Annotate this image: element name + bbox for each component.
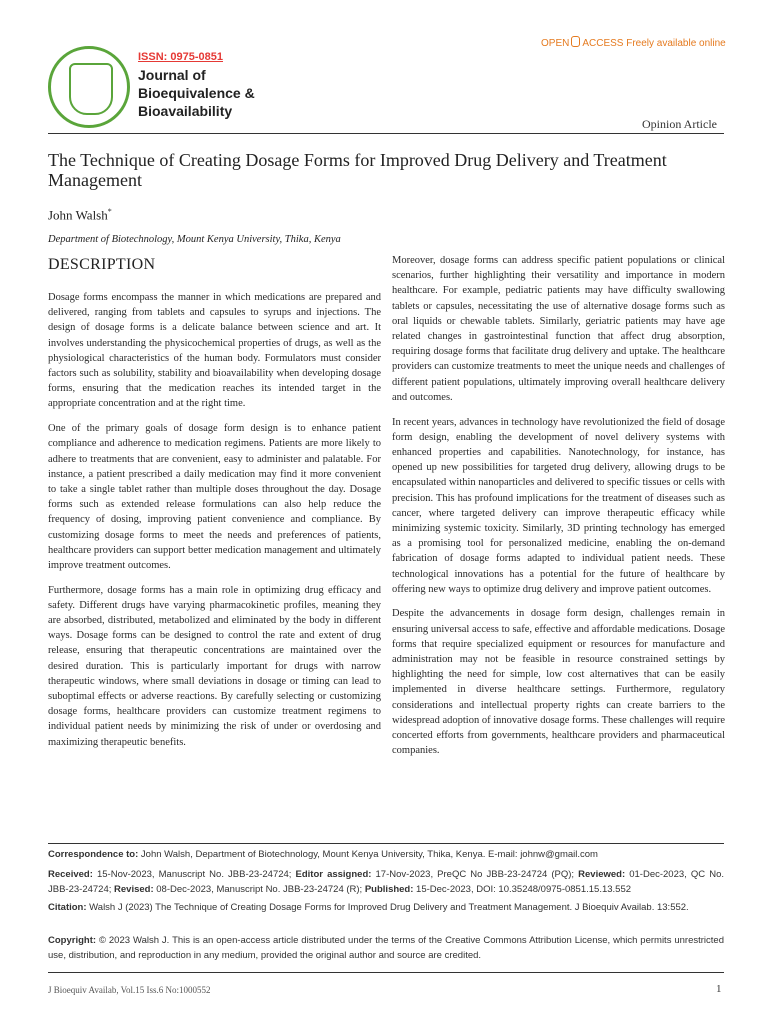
copyright-label: Copyright: bbox=[48, 935, 97, 946]
page-footer-divider bbox=[48, 972, 724, 973]
reviewed-label: Reviewed: bbox=[578, 869, 626, 880]
paragraph: Despite the advancements in dosage form design, challenges remain in ensuring universal access to safe, effective and affordable medications. Dosage forms that require specialized equipment or resources for manufacture and administration may not be feasible in resource constrained settings by highlighting the need for simple, low cost alternatives that can be easily implemented in diverse healthcare settings. Furthermore, regulatory considerations and intellectual property rights can create barriers to the widespread adoption of innovative dosage forms. These challenges will require concerted efforts from governments, healthcare providers and pharmaceutical companies. bbox=[392, 608, 725, 757]
issn: ISSN: 0975-0851 bbox=[138, 51, 223, 63]
reviewed-text: 01-Dec-2023, QC No. JBB-23-24724; bbox=[48, 869, 725, 895]
paragraph: One of the primary goals of dosage form design is to enhance patient compliance and adherence to medication regimens. Patients are more likely to adhere to treatments that are convenient, easy to administer and palatable. For instance, a patient prescribed a daily medication may find it more convenient to take a single tablet rather than multiple doses throughout the day. Dosage forms such as extended release formulations can also help reduce the frequency of dosing, improving patient convenience and compliance. By customizing dosage forms to meet the needs and preferences of patients, healthcare providers can support better medication management and ultimately improve treatment outcomes. bbox=[48, 423, 381, 571]
published-label: Published: bbox=[364, 883, 414, 895]
journal-title-line2: Bioequivalence & bbox=[138, 85, 255, 101]
right-column bbox=[392, 253, 725, 768]
citation-label: Citation: bbox=[48, 902, 87, 913]
article-title: The Technique of Creating Dosage Forms for Improved Drug Delivery and Treatment Management bbox=[48, 150, 667, 190]
copyright-text: © 2023 Walsh J. This is an open-access article distributed under the terms of the Creative Commons Attribution License, which permits unrestricted use, distribution, and reproduction in any medium, provided the original author and source are credited. bbox=[48, 935, 724, 961]
journal-logo bbox=[48, 46, 130, 128]
editor-text: 17-Nov-2023, PreQC No JBB-23-24724 (PQ); bbox=[375, 869, 575, 880]
author-mark: * bbox=[107, 207, 112, 216]
page-number: 1 bbox=[716, 983, 722, 995]
author-name: John Walsh bbox=[48, 207, 108, 223]
article-type: Opinion Article bbox=[642, 117, 717, 131]
journal-title-line3: Bioavailability bbox=[138, 103, 233, 119]
correspondence bbox=[48, 848, 724, 863]
paragraph: Moreover, dosage forms can address specific patient populations or clinical scenarios, further highlighting their versatility and importance in modern healthcare. For example, pediatric patients may have difficulty swallowing tablets or capsules, necessitating the use of alternative dosage forms such as oral liquids or chewable tablets. Similarly, geriatric patients may have age related changes in gastrointestinal function that affect drug absorption, requiring dosage forms that facilitate drug delivery and uptake. The healthcare providers can customize treatments to meet the unique needs and challenges of different patient populations, ultimately improving overall healthcare delivery and outcomes. bbox=[392, 255, 725, 403]
affiliation: Department of Biotechnology, Mount Kenya University, Thika, Kenya bbox=[48, 234, 341, 245]
correspondence-label: Correspondence to: bbox=[48, 849, 139, 860]
open-access-text: ACCESS Freely available online bbox=[582, 38, 726, 49]
received-text: 15-Nov-2023, Manuscript No. JBB-23-24724; bbox=[96, 869, 292, 880]
journal-title bbox=[138, 66, 298, 120]
paragraph: Dosage forms encompass the manner in which medications are prepared and delivered, ranging from tablets and capsules to syrups and injections. The design of dosage forms is a delicate balance between science and art. It involves understanding the physicochemical properties of drugs, as well as the physiological characteristics of the human body. Formulators must consider factors such as solubility, stability and bioavailability when developing dosage forms, ensuring that the medication reaches its intended target in the appropriate concentration and at the right time. bbox=[48, 292, 381, 410]
paragraph: In recent years, advances in technology have revolutionized the field of dosage form design, enabling the development of novel delivery systems with enhanced properties and capabilities. Nanotechnology, for instance, has opened up new possibilities for targeted drug delivery, allowing drugs to be encapsulated within nanoparticles and delivered to specific tissues or cells with precision. This has profound implications for the treatment of diseases such as cancer, where targeted delivery can improve therapeutic efficacy while minimizing systemic toxicity. Similarly, 3D printing technology has emerged as a promising tool for personalized medicine, enabling the on-demand fabrication of dosage forms adapted to individual patient needs. These technological innovations has a potential for the future of healthcare by offering new ways to optimize drug delivery and improve patient outcomes. bbox=[392, 416, 725, 595]
revised-text: 08-Dec-2023, Manuscript No. JBB-23-24724 (R); bbox=[156, 883, 363, 895]
left-column bbox=[48, 290, 381, 759]
flask-icon bbox=[69, 63, 113, 115]
citation-text: Walsh J (2023) The Technique of Creating Dosage Forms for Improved Drug Delivery and Treatment Management. J Bioequiv Availab. 13:552. bbox=[89, 902, 689, 913]
dates bbox=[48, 868, 724, 897]
editor-label: Editor assigned: bbox=[295, 869, 372, 880]
copyright bbox=[48, 934, 724, 963]
section-heading: DESCRIPTION bbox=[48, 256, 156, 273]
journal-reference: J Bioequiv Availab, Vol.15 Iss.6 No:1000552 bbox=[48, 985, 211, 995]
published-text: 15-Dec-2023, DOI: 10.35248/0975-0851.15.13.552 bbox=[416, 883, 632, 895]
citation bbox=[48, 901, 724, 916]
revised-label: Revised: bbox=[114, 883, 154, 895]
open-access-open: OPEN bbox=[541, 38, 570, 49]
received-label: Received: bbox=[48, 869, 93, 880]
open-lock-icon bbox=[571, 36, 580, 47]
open-access-badge bbox=[541, 36, 726, 49]
footer-divider bbox=[48, 843, 724, 844]
journal-title-line1: Journal of bbox=[138, 67, 206, 83]
correspondence-text: John Walsh, Department of Biotechnology, Mount Kenya University, Thika, Kenya. E-mail: johnw@gmail.com bbox=[140, 849, 598, 860]
author-line bbox=[48, 207, 112, 223]
paragraph: Furthermore, dosage forms has a main role in optimizing drug efficacy and safety. Different drugs have varying pharmacokinetic profiles, meaning they are absorbed, distributed, metabolized and eliminated by the body in different ways. Dosage forms can be designed to control the rate and extent of drug release, ensuring that therapeutic concentrations are maintained over the desired duration. This is particularly important for drugs with narrow therapeutic windows, where small deviations in dosage or timing can lead to suboptimal effects or adverse reactions. By carefully selecting or customizing dosage forms, healthcare providers can customize treatment regimens to individual patient needs by minimizing the risk of under or overdosing and maximizing therapeutic benefits. bbox=[48, 584, 381, 748]
header-divider bbox=[48, 133, 724, 134]
